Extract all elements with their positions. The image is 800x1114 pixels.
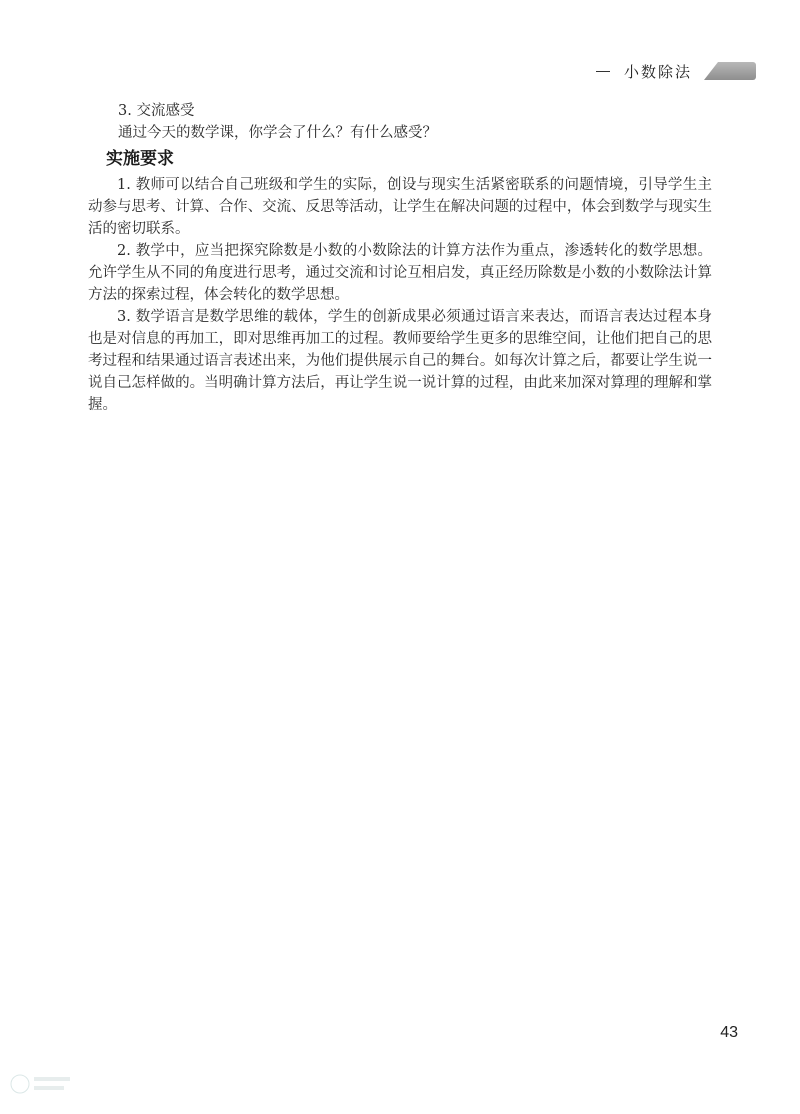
header-tab-decoration — [704, 62, 756, 80]
page-content — [88, 100, 712, 416]
header-dash — [596, 71, 610, 72]
requirement-paragraph-1: 1. 教师可以结合自己班级和学生的实际，创设与现实生活紧密联系的问题情境，引导学生主动参与思考、计算、合作、交流、反思等活动，让学生在解决问题的过程中，体会到数学与现实生活的密切联系。 — [88, 177, 712, 237]
requirement-paragraph-3: 3. 数学语言是数学思维的载体，学生的创新成果必须通过语言来表达，而语言表达过程本身也是对信息的再加工，即对思维再加工的过程。教师要给学生更多的思维空间，让他们把自己的思考过程和结果通过语言表述出来，为他们提供展示自己的舞台。如每次计算之后，都要让学生说一说自己怎样做的。当明确计算方法后，再让学生说一说计算的过程，由此来加深对算理的理解和掌握。 — [88, 309, 712, 413]
section-title: 实施要求 — [106, 149, 174, 169]
header-chapter-title: 小数除法 — [623, 62, 692, 81]
requirement-paragraph-2: 2. 教学中，应当把探究除数是小数的小数除法的计算方法作为重点，渗透转化的数学思想。允许学生从不同的角度进行思考，通过交流和讨论互相启发，真正经历除数是小数的小数除法计算方法的探索过程，体会转化的数学思想。 — [88, 243, 712, 303]
subsection-text: 通过今天的数学课，你学会了什么？有什么感受？ — [118, 125, 437, 141]
watermark-logo — [6, 1064, 76, 1104]
running-header — [596, 60, 756, 82]
page-number: 43 — [720, 1024, 738, 1041]
subsection-heading: 3. 交流感受 — [118, 103, 195, 119]
